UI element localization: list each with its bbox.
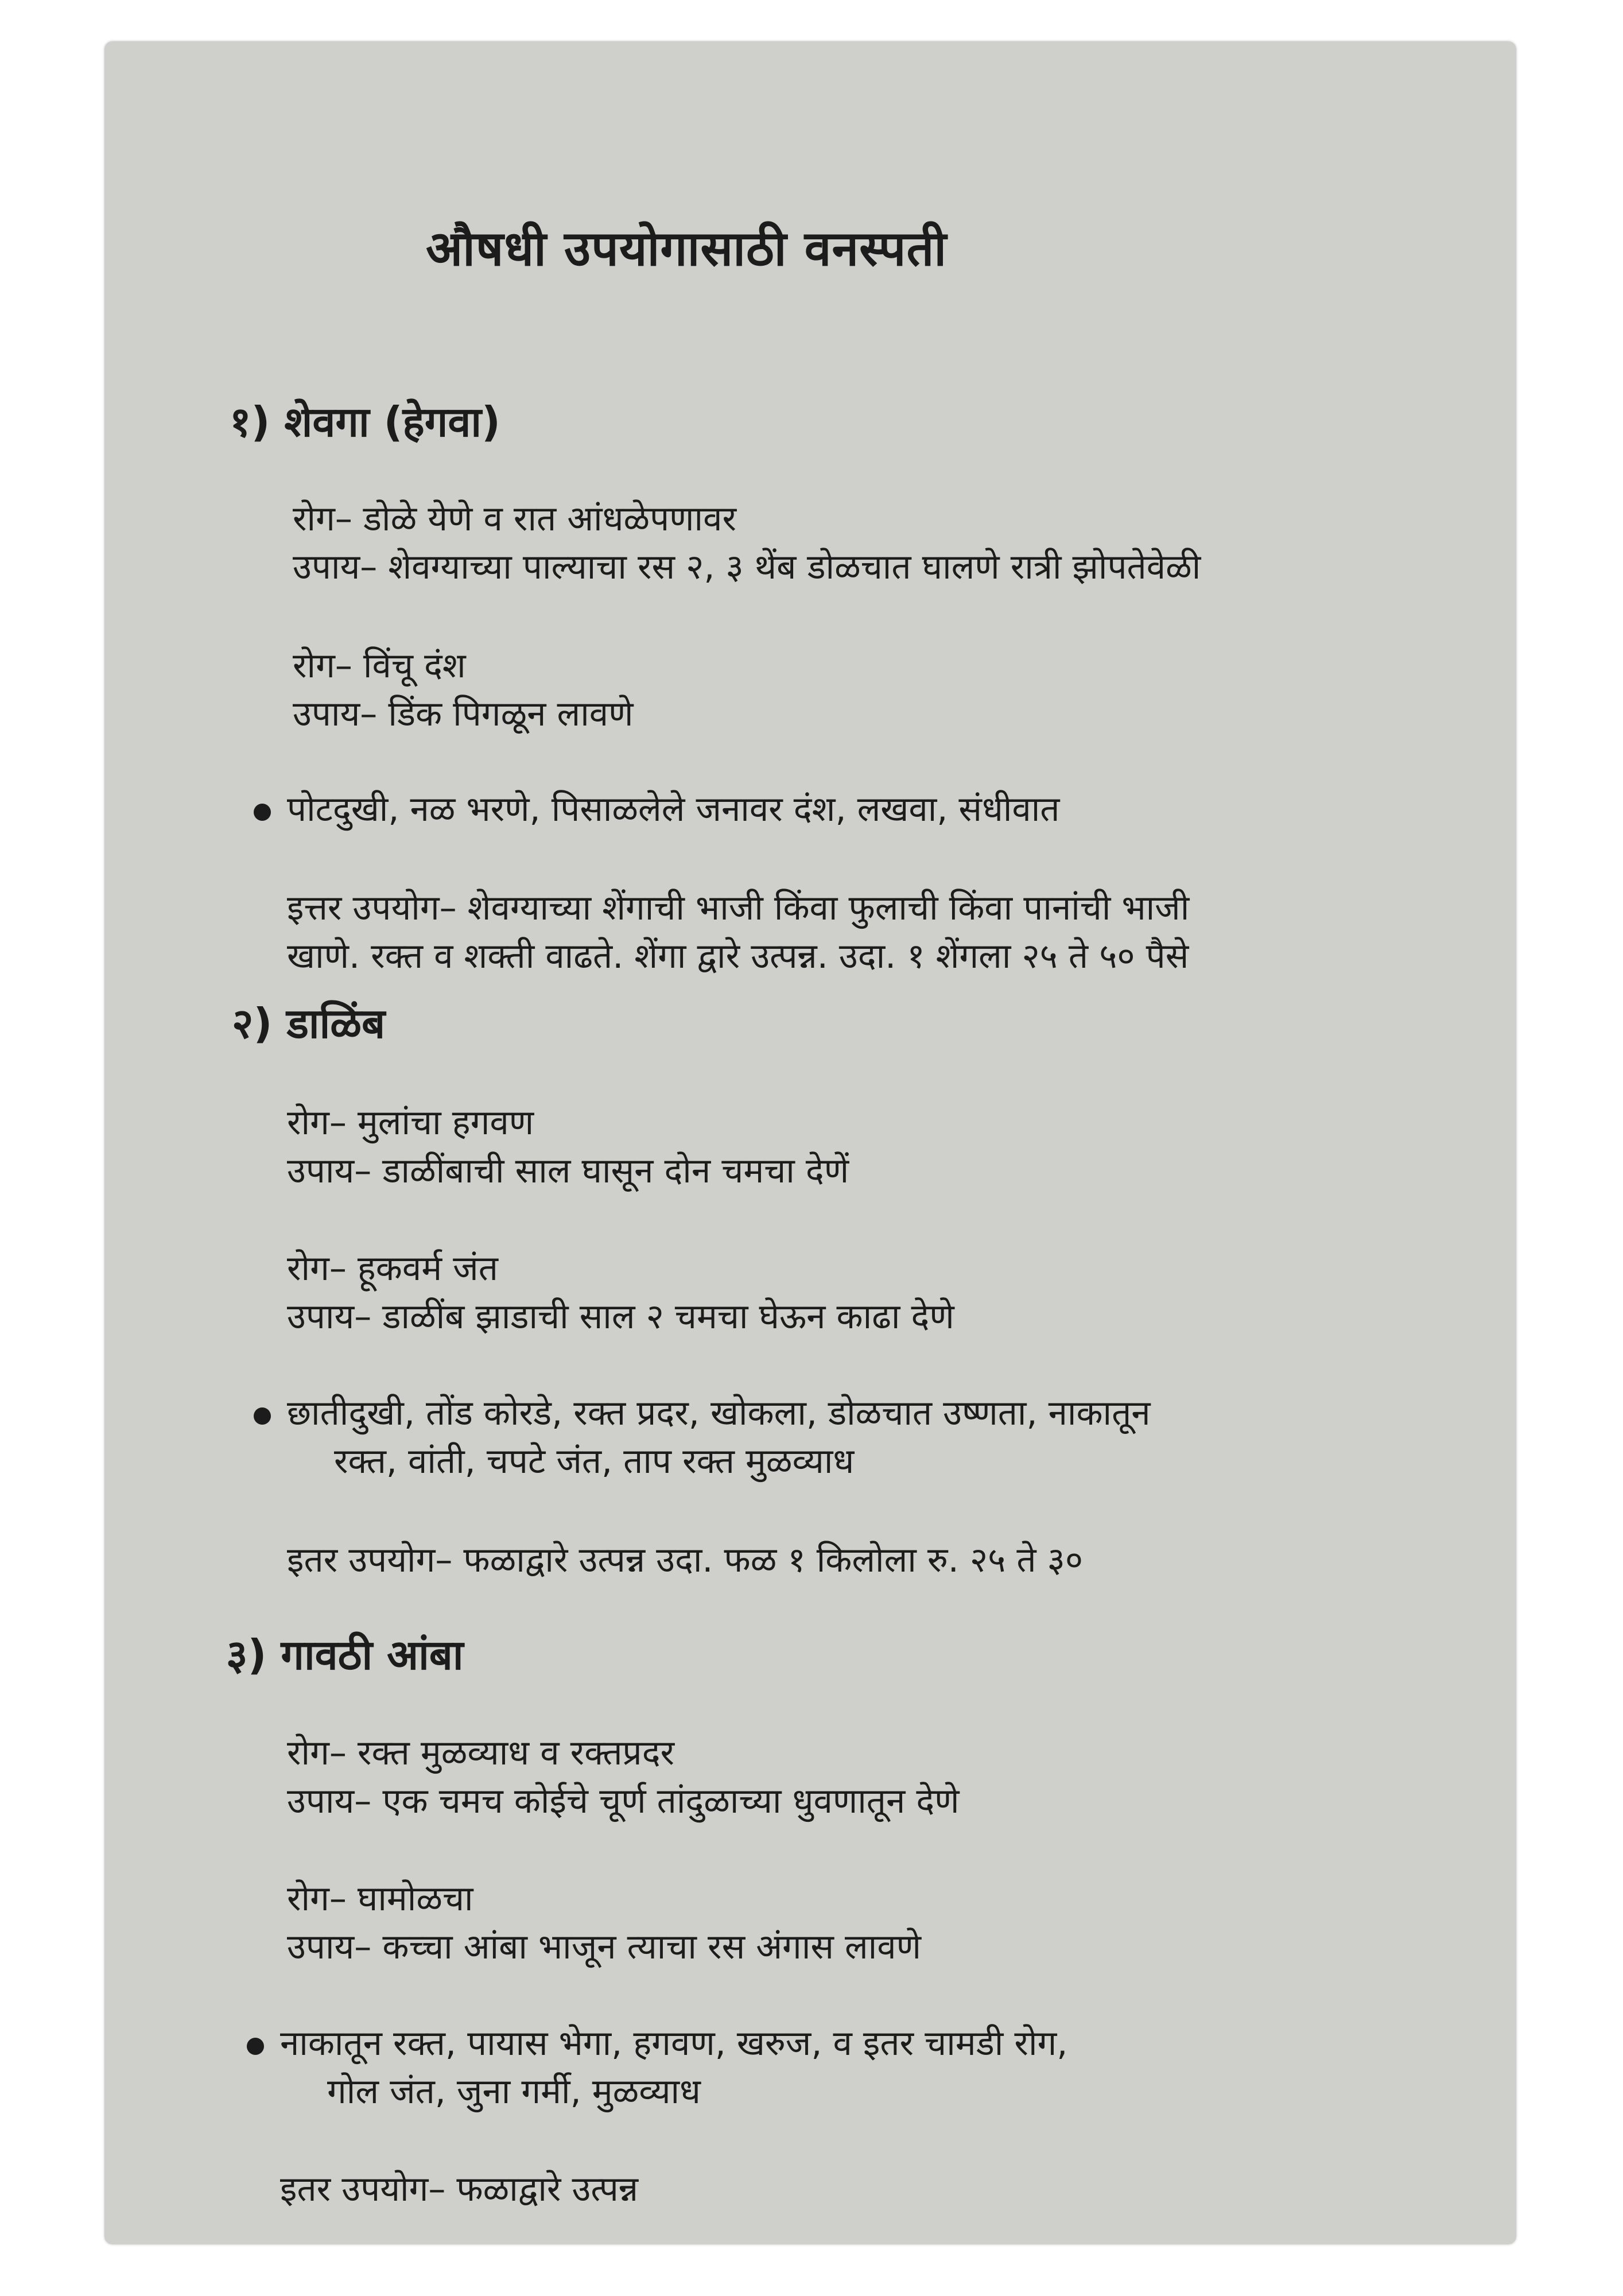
- bullet-ailments-continued: रक्त, वांती, चपटे जंत, ताप रक्त मुळव्याध: [334, 1441, 855, 1481]
- other-uses-line: इतर उपयोग– फळाद्वारे उत्पन्न: [280, 2169, 639, 2209]
- remedy-line: उपाय– डाळींबाची साल घासून दोन चमचा देणें: [287, 1151, 849, 1191]
- remedy-line: उपाय– डाळींब झाडाची साल २ चमचा घेऊन काढा देणे: [287, 1297, 954, 1337]
- section-heading-gavthi-amba: ३) गावठी आंबा: [226, 1631, 464, 1679]
- section-heading-shevga: १) शेवगा (हेगवा): [230, 398, 500, 446]
- document-page: [104, 41, 1516, 2244]
- bullet-icon: [247, 2038, 264, 2055]
- other-uses-line: खाणे. रक्त व शक्ती वाढते. शेंगा द्वारे उत्पन्न. उदा. १ शेंगला २५ ते ५० पैसे: [287, 936, 1189, 976]
- other-uses-line: इत्तर उपयोग– शेवग्याच्या शेंगाची भाजी किंवा फुलाची किंवा पानांची भाजी: [287, 888, 1190, 928]
- disease-line: रोग– विंचू दंश: [293, 646, 466, 686]
- section-heading-dalimb: २) डाळिंब: [232, 999, 386, 1048]
- document-title: औषधी उपयोगासाठी वनस्पती: [426, 220, 948, 277]
- disease-line: रोग– हूकवर्म जंत: [287, 1248, 498, 1289]
- remedy-line: उपाय– शेवग्याच्या पाल्याचा रस २, ३ थेंब डोळचात घालणे रात्री झोपतेवेळी: [293, 547, 1201, 587]
- bullet-ailments-continued: गोल जंत, जुना गर्मी, मुळव्याध: [327, 2072, 701, 2112]
- disease-line: रोग– घामोळचा: [287, 1879, 473, 1919]
- disease-line: रोग– मुलांचा हगवण: [287, 1103, 534, 1143]
- bullet-icon: [254, 804, 271, 821]
- bullet-ailments: छातीदुखी, तोंड कोरडे, रक्त प्रदर, खोकला, डोळचात उष्णता, नाकातून: [287, 1393, 1151, 1433]
- disease-line: रोग– रक्त मुळव्याध व रक्तप्रदर: [287, 1733, 675, 1773]
- bullet-icon: [254, 1407, 271, 1425]
- remedy-line: उपाय– एक चमच कोईचे चूर्ण तांदुळाच्या धुवणातून देणे: [287, 1781, 960, 1821]
- bullet-ailments: पोटदुखी, नळ भरणे, पिसाळलेले जनावर दंश, लखवा, संधीवात: [287, 789, 1060, 829]
- remedy-line: उपाय– कच्चा आंबा भाजून त्याचा रस अंगास लावणे: [287, 1927, 921, 1967]
- remedy-line: उपाय– डिंक पिगळून लावणे: [293, 694, 634, 734]
- disease-line: रोग– डोळे येणे व रात आंधळेपणावर: [293, 499, 737, 539]
- other-uses-line: इतर उपयोग– फळाद्वारे उत्पन्न उदा. फळ १ किलोला रु. २५ ते ३०: [287, 1540, 1084, 1580]
- bullet-ailments: नाकातून रक्त, पायास भेगा, हगवण, खरुज, व इतर चामडी रोग,: [280, 2023, 1068, 2064]
